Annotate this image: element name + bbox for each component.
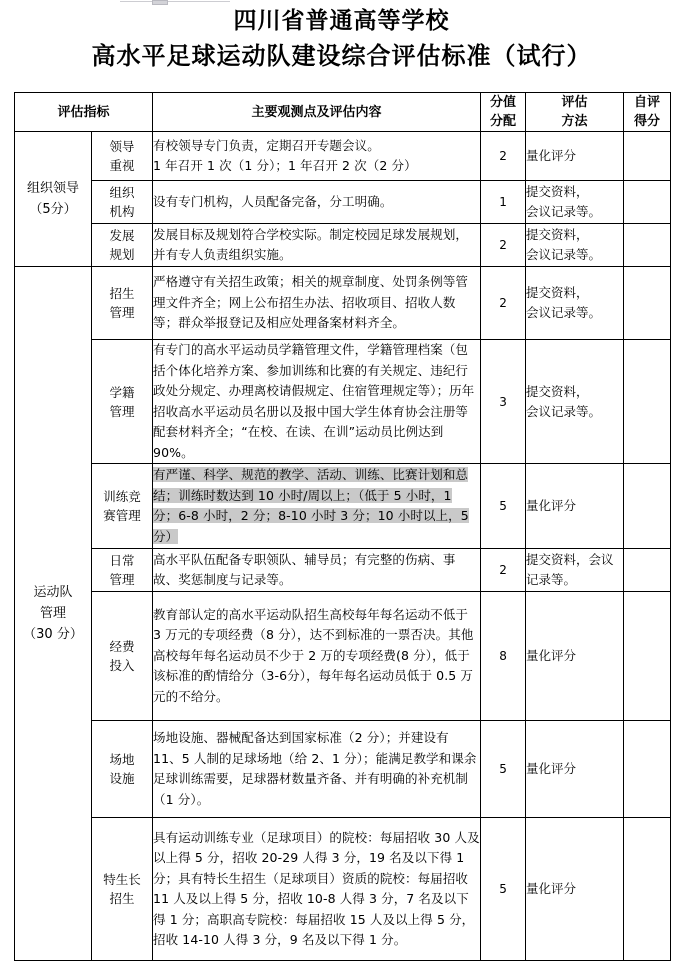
- scrollbar-thumb[interactable]: [152, 0, 168, 5]
- score-cell: 2: [481, 267, 526, 340]
- method-text: 提交资料，: [526, 383, 589, 399]
- subcategory-cell: [92, 592, 153, 721]
- header-content: 主要观测点及评估内容: [153, 93, 481, 132]
- content-text: 有校领导专门负责，定期召开专题会议。: [153, 137, 380, 153]
- content-cell: [153, 549, 481, 592]
- header-self-line1: 自评: [634, 95, 661, 110]
- method-cell: [526, 549, 624, 592]
- subcategory-label-line-2: 赛管理: [103, 508, 141, 523]
- table-header-row: [15, 93, 671, 132]
- evaluation-table-wrapper: [14, 92, 670, 961]
- self-score-cell[interactable]: [624, 818, 671, 961]
- window-chrome-strip: [0, 0, 683, 6]
- table-row: [15, 592, 671, 721]
- subcategory-label-line-2: 招生: [109, 891, 135, 906]
- self-score-cell[interactable]: [624, 132, 671, 181]
- content-cell: [153, 132, 481, 181]
- method-text: 提交资料，会议记录等。: [526, 552, 614, 587]
- content-text: 设有专门机构，人员配备完备，分工明确。: [153, 193, 393, 209]
- score-cell: 5: [481, 818, 526, 961]
- subcategory-label-line-1: 发展: [109, 228, 135, 243]
- scrollbar-rail: [120, 1, 230, 2]
- self-score-cell[interactable]: [624, 267, 671, 340]
- subcategory-label-line-1: 领导: [109, 139, 135, 154]
- method-cell: [526, 267, 624, 340]
- table-header: [15, 93, 671, 132]
- highlighted-text: 有严谨、科学、规范的教学、活动、训练、比赛计划和总结；训练时数达到 10 小时/周以上；（低于 5 小时，1 分；6-8 小时，2 分；8-10 小时 3 分；10 小时以上，5 分）: [153, 467, 469, 544]
- self-score-cell[interactable]: [624, 464, 671, 549]
- content-text: 高水平队伍配备专职领队、辅导员；有完整的伤病、事故、奖惩制度与记录等。: [153, 551, 456, 587]
- method-text: 提交资料，: [526, 285, 589, 300]
- category-label-line-2: 管理: [39, 606, 66, 621]
- content-text: 有专门的高水平运动员学籍管理文件，学籍管理档案（包括个体化培养方案、参加训练和比赛的有关规定、违纪行政处分规定、办理离校请假规定、住宿管理规定等）；历年招收高水平运动员名册以及报中国大学生体育协会注册等配套材料齐全；“在校、在读、在训”运动员比例达到 90%。: [153, 342, 475, 460]
- method-text: 量化评分: [526, 498, 577, 513]
- content-text: [153, 465, 480, 547]
- table-row: [15, 721, 671, 818]
- subcategory-label-line-2: 管理: [109, 572, 135, 587]
- subcategory-label-line-1: 训练竞: [103, 489, 141, 504]
- subcategory-label-line-2: 投入: [109, 658, 135, 673]
- subcategory-label-line-1: 场地: [109, 752, 135, 767]
- method-text: 会议记录等。: [526, 247, 602, 262]
- method-text: 量化评分: [526, 148, 577, 163]
- content-cell: [153, 340, 481, 464]
- table-row: [15, 818, 671, 961]
- category-label-line-2: （5分）: [29, 202, 77, 217]
- score-cell: 1: [481, 181, 526, 224]
- content-text: 场地设施、器械配备达到国家标准（2 分）；并建设有 11、5 人制的足球场地（给 2、1 分）；能满足教学和课余足球训练需要，足球器材数量齐备、并有明确的补充机制（1 分）。: [153, 730, 477, 807]
- header-self-score: [624, 93, 671, 132]
- self-score-cell[interactable]: [624, 592, 671, 721]
- subcategory-cell: [92, 818, 153, 961]
- method-cell: [526, 340, 624, 464]
- subcategory-cell: [92, 132, 153, 181]
- subcategory-cell: [92, 224, 153, 267]
- content-cell: [153, 464, 481, 549]
- subcategory-cell: [92, 181, 153, 224]
- subcategory-cell: [92, 549, 153, 592]
- content-cell: [153, 592, 481, 721]
- header-method: [526, 93, 624, 132]
- self-score-cell[interactable]: [624, 181, 671, 224]
- content-text: 严格遵守有关招生政策；相关的规章制度、处罚条例等管理文件齐全；网上公布招生办法、招收项目、招收人数等；群众举报登记及相应处理备案材料齐全。: [153, 274, 469, 331]
- subcategory-label-line-2: 机构: [109, 204, 135, 219]
- header-method-line1: 评估: [561, 95, 588, 110]
- header-score-line1: 分值: [490, 95, 517, 110]
- category-cell-2: [15, 267, 92, 961]
- content-text: 具有运动训练专业（足球项目）的院校：每届招收 30 人及以上得 5 分，招收 20-29 人得 3 分，19 名及以下得 1 分；具有特长生招生（足球项目）资质的院校：每届招收 11 人及以上得 5 分，招收 10-8 人得 3 分，7 名及以下得 1 分；高职高专院校：每届招收 15 人及以上得 5 分，招收 14-10 人得 3 分，9 名及以下得 1 分。: [153, 829, 480, 947]
- score-cell: 2: [481, 132, 526, 181]
- score-cell: 5: [481, 464, 526, 549]
- subcategory-label-line-1: 组织: [109, 185, 135, 200]
- method-cell: [526, 132, 624, 181]
- score-cell: 2: [481, 224, 526, 267]
- method-text: 量化评分: [526, 648, 577, 663]
- table-row: [15, 549, 671, 592]
- subcategory-label-line-1: 学籍: [109, 384, 135, 400]
- subcategory-label-line-2: 设施: [109, 771, 135, 786]
- content-cell: [153, 721, 481, 818]
- self-score-cell[interactable]: [624, 549, 671, 592]
- content-cell: [153, 818, 481, 961]
- subcategory-cell: [92, 340, 153, 464]
- category-label-line-3: （30 分）: [23, 627, 83, 642]
- subcategory-label-line-2: 重视: [109, 158, 135, 173]
- table-row: [15, 132, 671, 181]
- table-row: [15, 340, 671, 464]
- header-score-line2: 分配: [490, 114, 517, 129]
- self-score-cell[interactable]: [624, 721, 671, 818]
- document-title-block: [0, 0, 683, 74]
- method-text: 提交资料，: [526, 184, 589, 199]
- method-text: 量化评分: [526, 881, 577, 896]
- category-label-line-1: 运动队: [33, 585, 73, 600]
- score-cell: 3: [481, 340, 526, 464]
- table-body: [15, 132, 671, 961]
- subcategory-cell: [92, 267, 153, 340]
- method-cell: [526, 592, 624, 721]
- category-cell-1: [15, 132, 92, 267]
- subcategory-label-line-2: 规划: [109, 247, 135, 262]
- table-row: [15, 181, 671, 224]
- content-cell: [153, 181, 481, 224]
- self-score-cell[interactable]: [624, 224, 671, 267]
- score-cell: 5: [481, 721, 526, 818]
- document-title-line-2: 高水平足球运动队建设综合评估标准（试行）: [91, 42, 592, 70]
- content-cell: [153, 267, 481, 340]
- method-cell: [526, 818, 624, 961]
- subcategory-label-line-1: 日常: [109, 553, 135, 568]
- category-label-line-1: 组织领导: [26, 181, 79, 196]
- table-row: [15, 224, 671, 267]
- subcategory-label-line-1: 招生: [109, 286, 135, 301]
- score-cell: 2: [481, 549, 526, 592]
- content-text: 发展目标及规划符合学校实际。制定校园足球发展规划，并有专人负责组织实施。: [153, 226, 469, 262]
- method-text: 会议记录等。: [526, 204, 602, 219]
- method-text: 量化评分: [526, 761, 577, 776]
- content-cell: [153, 224, 481, 267]
- header-category: 评估指标: [15, 93, 153, 132]
- self-score-cell[interactable]: [624, 340, 671, 464]
- evaluation-table: [14, 92, 671, 961]
- subcategory-label-line-1: 特生长: [103, 872, 141, 887]
- method-cell: [526, 224, 624, 267]
- score-cell: 8: [481, 592, 526, 721]
- subcategory-label-line-2: 管理: [109, 403, 135, 419]
- header-method-line2: 方法: [561, 114, 588, 129]
- subcategory-label-line-2: 管理: [109, 305, 135, 320]
- subcategory-cell: [92, 464, 153, 549]
- table-row: [15, 464, 671, 549]
- subcategory-label-line-1: 经费: [109, 639, 135, 654]
- document-title-line-1: 四川省普通高等学校: [233, 8, 450, 34]
- method-text: 会议记录等。: [526, 403, 602, 419]
- subcategory-cell: [92, 721, 153, 818]
- method-cell: [526, 181, 624, 224]
- table-row: [15, 267, 671, 340]
- header-score: [481, 93, 526, 132]
- method-cell: [526, 464, 624, 549]
- method-cell: [526, 721, 624, 818]
- content-text: 教育部认定的高水平运动队招生高校每年每名运动不低于 3 万元的专项经费（8 分），达不到标准的一票否决。其他高校每年每名运动员不少于 2 万的专项经费(8 分），低于该标准的酌情给分（3-6分），每年每名运动员低于 0.5 万元的不给分。: [153, 606, 474, 704]
- content-text: 1 年召开 1 次（1 分）；1 年召开 2 次（2 分）: [153, 158, 417, 173]
- method-text: 提交资料，: [526, 227, 589, 242]
- header-self-line2: 得分: [634, 114, 661, 129]
- method-text: 会议记录等。: [526, 305, 602, 320]
